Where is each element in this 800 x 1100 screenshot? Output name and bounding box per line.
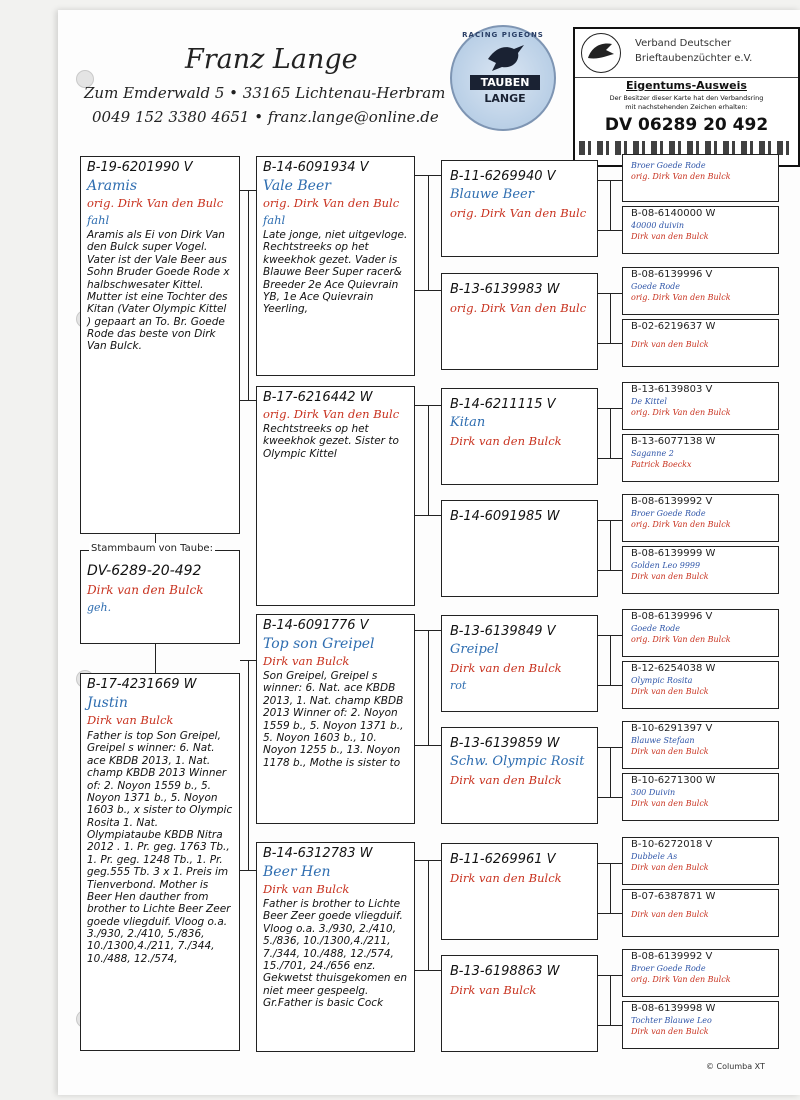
- gen4-origin: Dirk van den Bulck: [631, 232, 709, 241]
- association-name-1: Verband Deutscher: [635, 38, 732, 49]
- gen4-origin: Dirk van den Bulck: [631, 747, 709, 756]
- dam-info: Father is top Son Greipel, Greipel s winner: 6. Nat. ace KBDB 2013, 1. Nat. champ KBDB 2013 Winner of: 2. Noyon 1559 b., 5. Noyon 1371 b., 5. Noyon 1603 b., x sister to Olympic Rosita 1. Nat. Olympiataube KBDB Nitra 2012 . 1. Pr. geg. 1763 Tb., 1. Pr. geg. 1248 Tb., 1. Pr. geg.555 Tb. 3 x 1. Preis im Tienverbond. Mother is Beer Hen dauther from brother to Lichte Beer Zeer goede vliegduif. Vloog o.a. 3./930, 2./410, 5./836, 10./1300,4./211, 7./344, 10./488, 12./574,: [87, 730, 233, 965]
- connector-line: [610, 975, 611, 1025]
- dam-box: [80, 673, 240, 1051]
- gen3-ring: B-14-6091985 W: [450, 509, 560, 524]
- gen4-box: [622, 494, 779, 542]
- gen4-ring: B-08-6139996 V: [631, 269, 713, 280]
- gen4-name: Tochter Blauwe Leo: [631, 1016, 712, 1025]
- gen3-ring: B-11-6269940 V: [450, 169, 556, 184]
- gen4-box: [622, 837, 779, 885]
- gen4-ring: B-10-6291397 V: [631, 723, 713, 734]
- connector-line: [415, 515, 441, 516]
- gen4-origin: Patrick Boeckx: [631, 460, 692, 469]
- owner-name: Franz Lange: [185, 44, 358, 75]
- gen3-name: Schw. Olympic Rosit: [450, 754, 585, 769]
- gen2-ring: B-14-6091934 V: [263, 160, 369, 175]
- gen2-ring: B-14-6312783 W: [263, 846, 373, 861]
- gen3-name: Blauwe Beer: [450, 187, 534, 202]
- gen4-ring: B-08-6139998 W: [631, 1003, 716, 1014]
- connector-line: [155, 644, 156, 673]
- gen4-name: Goede Rode: [631, 624, 681, 633]
- badge-ring-text: RACING PIGEONS: [462, 31, 544, 39]
- sire-ring: B-19-6201990 V: [87, 160, 193, 175]
- connector-line: [610, 520, 611, 570]
- card-title: Eigentums-Ausweis: [626, 79, 747, 92]
- connector-line: [248, 660, 249, 871]
- gen2-info: Late jonge, niet uitgevloge. Rechtstreeks op het kweekhok gezet. Vader is Blauwe Beer Super racer& Breeder 2e Ace Quievrain YB, 1e Ace Quievrain Yeerling,: [263, 229, 408, 316]
- gen4-origin: Dirk van den Bulck: [631, 687, 709, 696]
- subject-label: Stammbaum von Taube:: [91, 543, 213, 554]
- gen2-ring: B-14-6091776 V: [263, 618, 369, 633]
- connector-line: [610, 863, 611, 913]
- pigeon-icon: [484, 41, 526, 75]
- connector-line: [610, 180, 611, 230]
- gen4-box: [622, 267, 779, 315]
- gen4-name: Saganne 2: [631, 449, 674, 458]
- subject-ring: DV-6289-20-492: [87, 563, 202, 579]
- gen4-ring: B-08-6139999 W: [631, 548, 716, 559]
- gen3-ring: B-13-6139859 W: [450, 736, 560, 751]
- sire-box: [80, 156, 240, 534]
- gen4-name: Broer Goede Rode: [631, 509, 706, 518]
- gen4-name: Broer Goede Rode: [631, 161, 706, 170]
- gen2-origin: Dirk van Bulck: [263, 654, 350, 668]
- gen3-origin: Dirk van Bulck: [450, 983, 537, 997]
- card-ornament-border: [579, 141, 794, 155]
- eagle-logo-icon: [581, 33, 621, 73]
- gen4-origin: Dirk van den Bulck: [631, 340, 709, 349]
- owner-address: Zum Emderwald 5 • 33165 Lichtenau-Herbram: [84, 84, 446, 102]
- gen3-box: [441, 160, 598, 257]
- connector-line: [428, 630, 429, 745]
- connector-line: [428, 860, 429, 970]
- gen3-box: [441, 843, 598, 940]
- gen3-box: [441, 615, 598, 712]
- gen4-ring: B-08-6139996 V: [631, 611, 713, 622]
- gen2-box: [256, 842, 415, 1052]
- connector-line: [610, 635, 611, 685]
- gen4-name: Golden Leo 9999: [631, 561, 701, 570]
- badge-bottom-text: LANGE: [484, 92, 526, 105]
- gen4-box: [622, 206, 779, 254]
- ownership-card: [573, 27, 800, 167]
- gen4-name: 300 Duivin: [631, 788, 676, 797]
- gen4-ring: B-08-6140000 W: [631, 208, 716, 219]
- club-badge: [450, 25, 556, 131]
- card-note-2: mit nachstehenden Zeichen erhalten:: [625, 103, 748, 111]
- sire-info: Aramis als Ei von Dirk Van den Bulck super Vogel. Vater ist der Vale Beer aus Sohn Bruder Goede Rode x halbschwesater Kittel. Mutter ist eine Tochter des Kitan (Vater Olympic Kittel ) gepaart an To. Br. Goede Rode das beste von Dirk Van Bulck.: [87, 229, 230, 353]
- gen4-origin: orig. Dirk Van den Bulck: [631, 172, 731, 181]
- sire-color: fahl: [87, 213, 110, 227]
- gen4-name: Dubbele As: [631, 852, 678, 861]
- gen4-box: [622, 546, 779, 594]
- gen4-box: [622, 721, 779, 769]
- gen4-ring: B-02-6219637 W: [631, 321, 716, 332]
- gen4-origin: Dirk van den Bulck: [631, 863, 709, 872]
- gen3-ring: B-13-6139849 V: [450, 624, 556, 639]
- gen4-ring: B-08-6139992 V: [631, 951, 713, 962]
- dam-origin: Dirk van Bulck: [87, 713, 174, 727]
- gen3-box: [441, 388, 598, 485]
- gen4-origin: orig. Dirk Van den Bulck: [631, 408, 731, 417]
- subject-box: [80, 543, 240, 644]
- connector-line: [415, 745, 441, 746]
- gen3-origin: Dirk van den Bulck: [450, 773, 562, 787]
- gen4-ring: B-10-6272018 V: [631, 839, 713, 850]
- subject-breeder: Dirk van den Bulck: [87, 583, 204, 597]
- connector-line: [415, 290, 441, 291]
- gen4-name: Goede Rode: [631, 282, 681, 291]
- card-note-1: Der Besitzer dieser Karte hat den Verbandsring: [609, 94, 764, 102]
- gen4-origin: orig. Dirk Van den Bulck: [631, 975, 731, 984]
- gen3-box: [441, 955, 598, 1052]
- connector-line: [428, 405, 429, 515]
- gen2-origin: Dirk van Bulck: [263, 882, 350, 896]
- gen4-box: [622, 434, 779, 482]
- connector-line: [598, 570, 622, 571]
- gen4-box: [622, 889, 779, 937]
- connector-line: [248, 190, 249, 401]
- badge-top-text: TAUBEN: [470, 75, 540, 90]
- connector-line: [598, 1025, 622, 1026]
- gen2-box: [256, 614, 415, 824]
- gen4-origin: Dirk van den Bulck: [631, 799, 709, 808]
- gen4-origin: orig. Dirk Van den Bulck: [631, 293, 731, 302]
- gen2-info: Rechtstreeks op het kweekhok gezet. Sister to Olympic Kittel: [263, 423, 399, 460]
- gen4-box: [622, 382, 779, 430]
- owner-contact: 0049 152 3380 4651 • franz.lange@online.de: [92, 108, 439, 126]
- connector-line: [598, 458, 622, 459]
- gen3-name: Greipel: [450, 642, 499, 657]
- gen4-origin: Dirk van den Bulck: [631, 1027, 709, 1036]
- association-name-2: Brieftaubenzüchter e.V.: [635, 53, 753, 64]
- gen4-ring: B-13-6077138 W: [631, 436, 716, 447]
- gen4-box: [622, 773, 779, 821]
- gen4-ring: B-13-6139803 V: [631, 384, 713, 395]
- gen2-ring: B-17-6216442 W: [263, 390, 373, 405]
- connector-line: [598, 343, 622, 344]
- gen4-ring: B-08-6139992 V: [631, 496, 713, 507]
- sire-origin: orig. Dirk Van den Bulc: [87, 196, 224, 210]
- gen4-ring: B-10-6271300 W: [631, 775, 716, 786]
- copyright: © Columba XT: [706, 1062, 765, 1071]
- gen3-origin: Dirk van den Bulck: [450, 661, 562, 675]
- gen4-origin: Dirk van den Bulck: [631, 572, 709, 581]
- connector-line: [598, 230, 622, 231]
- connector-line: [415, 970, 441, 971]
- connector-line: [610, 747, 611, 797]
- gen4-origin: Dirk van den Bulck: [631, 910, 709, 919]
- gen4-ring: B-07-6387871 W: [631, 891, 716, 902]
- gen3-color: rot: [450, 679, 467, 692]
- connector-line: [598, 797, 622, 798]
- gen3-box: [441, 500, 598, 597]
- gen4-box: [622, 609, 779, 657]
- gen3-origin: orig. Dirk Van den Bulc: [450, 301, 587, 315]
- gen4-box: [622, 661, 779, 709]
- subject-color: geh.: [87, 601, 112, 614]
- connector-line: [598, 685, 622, 686]
- card-ring-number: DV 06289 20 492: [604, 115, 769, 135]
- connector-line: [428, 175, 429, 290]
- connector-line: [598, 913, 622, 914]
- gen4-box: [622, 319, 779, 367]
- gen4-box: [622, 154, 779, 202]
- gen3-origin: Dirk van den Bulck: [450, 434, 562, 448]
- gen2-origin: orig. Dirk Van den Bulc: [263, 407, 400, 421]
- gen3-origin: orig. Dirk Van den Bulc: [450, 206, 587, 220]
- sire-name: Aramis: [87, 178, 138, 194]
- gen3-box: [441, 273, 598, 370]
- connector-line: [610, 293, 611, 343]
- gen3-origin: Dirk van den Bulck: [450, 871, 562, 885]
- gen2-info: Son Greipel, Greipel s winner: 6. Nat. ace KBDB 2013, 1. Nat. champ KBDB 2013 Winner of: 2. Noyon 1559 b., 5. Noyon 1371 b., 5. Noyon 1603 b., 10. Noyon 1255 b., 13. Noyon 1178 b., Mothe is sister to: [263, 670, 404, 769]
- gen3-ring: B-13-6198863 W: [450, 964, 560, 979]
- gen4-name: Olympic Rosita: [631, 676, 693, 685]
- gen2-name: Beer Hen: [263, 864, 331, 880]
- gen4-box: [622, 1001, 779, 1049]
- gen3-ring: B-13-6139983 W: [450, 282, 560, 297]
- gen3-ring: B-11-6269961 V: [450, 852, 556, 867]
- gen2-color: fahl: [263, 213, 286, 227]
- gen2-name: Top son Greipel: [263, 636, 375, 652]
- gen2-info: Father is brother to Lichte Beer Zeer goede vliegduif. Vloog o.a. 3./930, 2./410, 5./836, 10./1300,4./211, 7./344, 10./488, 12./574, 15./701, 24./656 enz. Gekwetst thuisgekomen en niet meer gespeelg. Gr.Father is basic Cock: [263, 898, 408, 1009]
- gen2-name: Vale Beer: [263, 178, 331, 194]
- gen4-origin: orig. Dirk Van den Bulck: [631, 520, 731, 529]
- gen2-box: [256, 386, 415, 606]
- gen3-box: [441, 727, 598, 824]
- gen4-name: De Kittel: [631, 397, 667, 406]
- gen2-origin: orig. Dirk Van den Bulc: [263, 196, 400, 210]
- dam-name: Justin: [87, 695, 128, 711]
- gen4-name: 40000 duivin: [631, 221, 685, 230]
- gen2-box: [256, 156, 415, 376]
- connector-line: [610, 408, 611, 458]
- gen4-name: Broer Goede Rode: [631, 964, 706, 973]
- dam-ring: B-17-4231669 W: [87, 677, 197, 692]
- gen4-origin: orig. Dirk Van den Bulck: [631, 635, 731, 644]
- gen4-ring: B-12-6254038 W: [631, 663, 716, 674]
- gen3-ring: B-14-6211115 V: [450, 397, 556, 412]
- gen4-name: Blauwe Stefaan: [631, 736, 695, 745]
- gen3-name: Kitan: [450, 415, 486, 430]
- gen4-box: [622, 949, 779, 997]
